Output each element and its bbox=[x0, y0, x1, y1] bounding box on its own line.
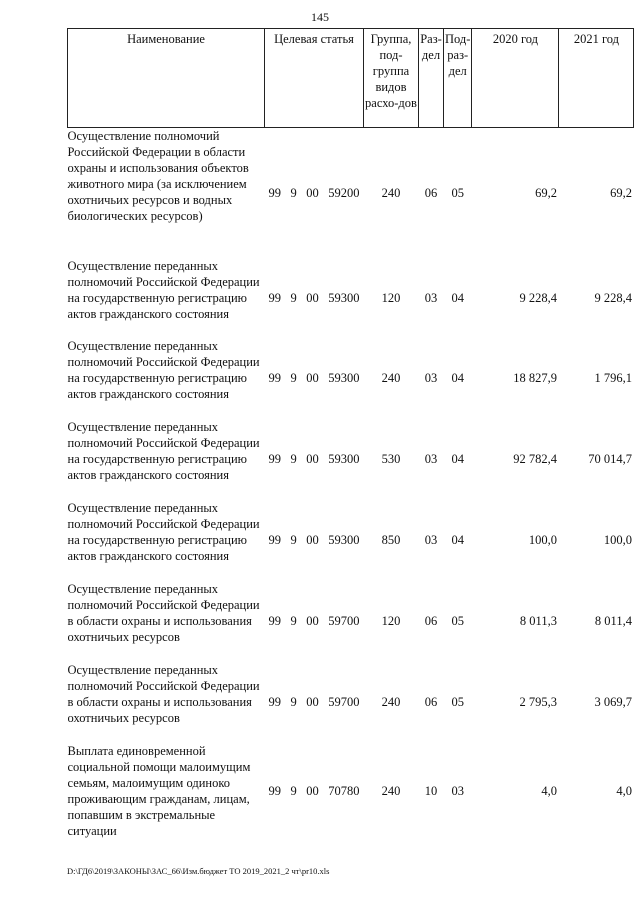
table-row bbox=[68, 662, 634, 743]
table-row bbox=[68, 500, 634, 581]
target-article-part: 9 bbox=[290, 533, 297, 547]
row-amount-2020: 9 228,4 bbox=[519, 290, 557, 305]
target-article-part: 9 bbox=[290, 614, 297, 628]
target-article-part: 00 bbox=[306, 533, 319, 547]
row-amount-2021: 1 796,1 bbox=[594, 371, 632, 385]
row-target-article bbox=[265, 581, 364, 662]
row-amount-2021: 3 069,7 bbox=[594, 695, 632, 709]
row-amount-2021: 70 014,7 bbox=[588, 452, 632, 466]
row-group: 240 bbox=[381, 784, 401, 798]
target-article-part: 9 bbox=[290, 784, 297, 798]
row-amount-2020: 2 795,3 bbox=[519, 695, 557, 709]
header-target-article: Целевая статья bbox=[265, 29, 364, 128]
target-article-part: 9 bbox=[290, 290, 297, 305]
target-article-part: 99 bbox=[268, 695, 281, 709]
row-amount-2020: 4,0 bbox=[541, 784, 557, 798]
target-article-part: 00 bbox=[306, 290, 319, 305]
row-name: Осуществление полномочий Российской Федерации в области охраны и использования объектов животного мира (за исключением охотничьих ресурсов и водных биологических ресурсов) bbox=[67, 129, 249, 223]
target-article-part: 00 bbox=[306, 695, 319, 709]
row-subsection: 05 bbox=[451, 695, 464, 709]
target-article-part: 59300 bbox=[328, 533, 360, 547]
table-row bbox=[68, 258, 634, 338]
row-section: 03 bbox=[424, 371, 438, 385]
row-section: 10 bbox=[424, 784, 438, 798]
table-header-row bbox=[68, 29, 634, 128]
table-row bbox=[68, 338, 634, 419]
row-name: Осуществление переданных полномочий Российской Федерации на государственную регистрацию актов гражданского состояния bbox=[67, 338, 260, 401]
row-subsection: 03 bbox=[451, 784, 464, 798]
row-name: Осуществление переданных полномочий Российской Федерации на государственную регистрацию актов гражданского состояния bbox=[67, 500, 260, 563]
row-group: 850 bbox=[381, 533, 401, 547]
row-amount-2020: 69,2 bbox=[535, 185, 557, 200]
table-row bbox=[68, 128, 634, 258]
budget-table bbox=[67, 28, 634, 840]
target-article-part: 9 bbox=[290, 695, 297, 709]
page-number: 145 bbox=[311, 10, 329, 24]
header-subsection: Под-раз-дел bbox=[444, 29, 472, 128]
row-subsection: 04 bbox=[451, 452, 464, 466]
row-section: 06 bbox=[424, 185, 438, 200]
file-path-footer: D:\ГД6\2019\ЗАКОНЫ\ЗАС_66\Изм.бюджет ТО 2019_2021_2 чт\pr10.xls bbox=[67, 866, 330, 876]
row-group: 530 bbox=[381, 452, 401, 466]
header-section: Раз-дел bbox=[419, 29, 444, 128]
row-target-article bbox=[265, 258, 364, 338]
row-section: 03 bbox=[424, 533, 438, 547]
row-target-article bbox=[265, 500, 364, 581]
row-amount-2021: 100,0 bbox=[603, 533, 632, 547]
row-group: 120 bbox=[381, 614, 401, 628]
row-target-article bbox=[265, 662, 364, 743]
row-amount-2020: 8 011,3 bbox=[519, 614, 557, 628]
header-year-2021: 2021 год bbox=[559, 29, 634, 128]
row-target-article bbox=[265, 743, 364, 840]
target-article-part: 00 bbox=[306, 371, 319, 385]
target-article-part: 99 bbox=[268, 533, 281, 547]
header-group: Группа, под-группа видов расхо-дов bbox=[364, 29, 419, 128]
row-target-article bbox=[265, 338, 364, 419]
table-row bbox=[68, 581, 634, 662]
target-article-part: 99 bbox=[268, 614, 281, 628]
header-name: Наименование bbox=[68, 29, 265, 128]
target-article-part: 59300 bbox=[328, 452, 360, 466]
row-section: 06 bbox=[424, 695, 438, 709]
row-section: 03 bbox=[424, 452, 438, 466]
target-article-part: 59200 bbox=[328, 185, 360, 200]
target-article-part: 99 bbox=[268, 290, 281, 305]
target-article-part: 99 bbox=[268, 185, 281, 200]
target-article-part: 00 bbox=[306, 614, 319, 628]
row-subsection: 04 bbox=[451, 290, 464, 305]
row-amount-2021: 8 011,4 bbox=[594, 614, 632, 628]
target-article-part: 99 bbox=[268, 371, 281, 385]
row-subsection: 05 bbox=[451, 185, 464, 200]
table-row bbox=[68, 419, 634, 500]
row-group: 240 bbox=[381, 185, 401, 200]
row-name: Осуществление переданных полномочий Российской Федерации в области охраны и использования охотничьих ресурсов bbox=[67, 662, 260, 725]
target-article-part: 59300 bbox=[328, 371, 360, 385]
row-section: 03 bbox=[424, 290, 438, 305]
row-subsection: 04 bbox=[451, 533, 464, 547]
row-amount-2020: 100,0 bbox=[528, 533, 557, 547]
row-subsection: 04 bbox=[451, 371, 464, 385]
target-article-part: 99 bbox=[268, 784, 281, 798]
target-article-part: 99 bbox=[268, 452, 281, 466]
table-row bbox=[68, 743, 634, 840]
target-article-part: 70780 bbox=[328, 784, 360, 798]
target-article-part: 59300 bbox=[328, 290, 360, 305]
row-group: 240 bbox=[381, 695, 401, 709]
row-group: 120 bbox=[381, 290, 401, 305]
row-amount-2021: 9 228,4 bbox=[594, 290, 632, 305]
row-section: 06 bbox=[424, 614, 438, 628]
row-name: Осуществление переданных полномочий Российской Федерации на государственную регистрацию актов гражданского состояния bbox=[67, 419, 260, 482]
target-article-part: 9 bbox=[290, 371, 297, 385]
target-article-part: 00 bbox=[306, 452, 319, 466]
target-article-part: 9 bbox=[290, 452, 297, 466]
target-article-part: 59700 bbox=[328, 614, 360, 628]
target-article-part: 00 bbox=[306, 185, 319, 200]
header-year-2020: 2020 год bbox=[472, 29, 559, 128]
row-amount-2021: 4,0 bbox=[616, 784, 632, 798]
row-target-article bbox=[265, 128, 364, 258]
row-target-article bbox=[265, 419, 364, 500]
row-amount-2021: 69,2 bbox=[610, 185, 632, 200]
target-article-part: 00 bbox=[306, 784, 319, 798]
target-article-part: 9 bbox=[290, 185, 297, 200]
row-name: Выплата единовременной социальной помощи малоимущим семьям, малоимущим одиноко проживающим гражданам, лицам, попавшим в экстремальные ситуации bbox=[67, 743, 251, 838]
row-subsection: 05 bbox=[451, 614, 464, 628]
row-group: 240 bbox=[381, 371, 401, 385]
row-name: Осуществление переданных полномочий Российской Федерации на государственную регистрацию актов гражданского состояния bbox=[67, 258, 260, 321]
row-amount-2020: 92 782,4 bbox=[513, 452, 557, 466]
target-article-part: 59700 bbox=[328, 695, 360, 709]
row-name: Осуществление переданных полномочий Российской Федерации в области охраны и использования охотничьих ресурсов bbox=[67, 581, 260, 644]
row-amount-2020: 18 827,9 bbox=[513, 371, 557, 385]
